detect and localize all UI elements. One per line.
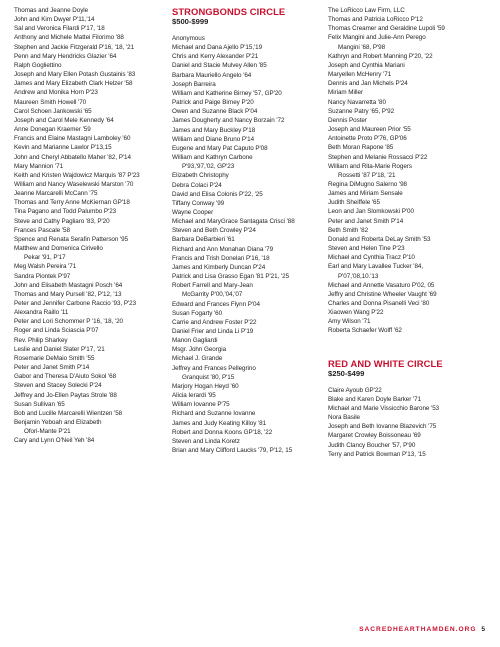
donor-name: Ofori-Mante P'21 — [24, 428, 71, 436]
donor-name: Michael and Dana Ajello P'15,'19 — [172, 44, 263, 52]
donor-name: The LoRicco Law Firm, LLC — [328, 7, 405, 14]
donor-name: Donald and Roberta DeLay Smith '53 — [328, 235, 431, 243]
donor-name: Claire Ayoub GP'22 — [328, 386, 382, 394]
page-footer — [359, 626, 486, 633]
donor-name: Bob and Lucille Marcarelli Wientzen '58 — [14, 409, 123, 417]
donor-name: Rev. Philip Sharkey — [14, 336, 68, 344]
donor-name: Roger and Linda Sciascia P'07 — [14, 327, 99, 335]
donor-name: Alexandra Raillo '11 — [14, 309, 69, 317]
donor-name: Eugene and Mary Pat Caputo P'08 — [172, 144, 268, 152]
donor-name: Blake and Karen Doyle Barker '71 — [328, 395, 422, 403]
donor-name: Ralph Gogliettino — [14, 61, 62, 69]
donor-column-3 — [328, 6, 488, 459]
donor-name: Steven and Stacey Solecki P'24 — [14, 382, 102, 390]
donor-name: Regina DiMugno Salerno '98 — [328, 180, 408, 188]
donor-name: Sandra Piontek P'97 — [14, 272, 71, 280]
donor-name: Daniel Frier and Linda Li P'19 — [172, 328, 254, 335]
donor-name: Susan Fogarty '60 — [172, 309, 223, 317]
donor-name: Peter and Lori Schommer P '16, '18, '20 — [14, 318, 123, 326]
donor-name: John and Elisabeth Mastagni Posch '64 — [14, 281, 123, 289]
donor-name: James and Kimberly Duncan P'24 — [172, 263, 266, 271]
donor-name: Beth Smith '82 — [328, 226, 369, 234]
donor-name: Alicia Ierardi '95 — [172, 392, 216, 400]
donor-name: Nora Basile — [328, 414, 360, 422]
donor-name: Judith Clancy Boucher '57, P'90 — [328, 441, 416, 449]
donor-name: James Dougherty and Nancy Borzain '72 — [172, 117, 285, 125]
donor-column-2 — [172, 6, 322, 455]
donor-name: Manon Gagliardi — [172, 337, 218, 345]
donor-name: John and Cheryl Abbatello Maher '82, P'14 — [14, 153, 131, 161]
donor-name: Daniel and Stacie Mulvey Allen '85 — [172, 62, 267, 70]
donor-name: William and Katherine Birney '57, GP'20 — [172, 89, 282, 97]
strongbonds-circle-heading: STRONGBONDS CIRCLE — [172, 6, 286, 17]
donor-name: Owen and Suzanne Black P'04 — [172, 108, 258, 116]
donor-name: Dennis and Jan Michels P'24 — [328, 80, 408, 88]
donor-name: Msgr. John Georgia — [172, 346, 227, 354]
donor-name: Edward and Frances Flynn P'04 — [172, 300, 260, 308]
donor-name: Francis and Elaine Mastagni Lamboley '60 — [14, 135, 131, 143]
red-white-donor-list — [328, 386, 488, 459]
donor-name: Mary Mannion '71 — [14, 162, 64, 170]
donor-name: Rossetti '87 P'18, '21 — [338, 171, 396, 179]
donor-name: Jeffrey and Frances Pellegrino — [172, 364, 256, 372]
donor-name: McGarrity P'00,'04,'07 — [182, 291, 243, 299]
donor-name: Richard and Suzanne Iovanne — [172, 410, 256, 418]
donor-name: Frances Pascale '58 — [14, 226, 70, 234]
donor-name: Leon and Jan Slomkowski P'00 — [328, 208, 414, 216]
donor-name: Thomas and Patricia LoRicco P'12 — [328, 16, 423, 24]
donor-name: Steven and Linda Koretz — [172, 437, 240, 445]
donor-name: Peter and Janet Smith P'14 — [14, 364, 90, 372]
donor-name: Matthew and Domenica Cirivello — [14, 245, 103, 253]
donor-name: P'93,'97,'02, GP'23 — [182, 163, 235, 171]
donor-name: Amy Wilson '71 — [328, 318, 371, 326]
donor-name: Kathryn and Robert Manning P'20, '22 — [328, 52, 433, 60]
donor-name: Barbara DeBarbieri '61 — [172, 236, 235, 244]
donor-name: Francis and Trish Donelan P'16, '18 — [172, 254, 270, 262]
donor-name: Susan Sullivan '65 — [14, 400, 65, 408]
donor-name: P'07,'08,10.'13 — [338, 272, 379, 280]
donor-name: Andrew and Monika Horn P'23 — [14, 89, 98, 97]
donor-name: James and Mary Buckley P'18 — [172, 126, 256, 134]
donor-name: Benjamin Yeboah and Elizabeth — [14, 419, 102, 427]
donor-name: Thomas and Jeanne Doyle — [14, 7, 89, 14]
donor-name: Anonymous — [172, 35, 205, 42]
donor-name: Joseph Barreira — [172, 80, 216, 88]
donor-name: Earl and Mary Lavallee Tucker '84, — [328, 263, 424, 271]
donor-name: Terry and Patrick Bowman P'13, '15 — [328, 450, 426, 458]
donor-name: Michael J. Grande — [172, 355, 223, 363]
donor-name: Steven and Helen Tine P'23 — [328, 245, 405, 253]
donor-name: Granquist '80, P'15 — [182, 373, 235, 381]
donor-name: Maureen Smith Howell '70 — [14, 98, 87, 106]
donor-name: Jeanne Marcarelli McCann '75 — [14, 190, 98, 198]
continued-donor-list — [328, 6, 488, 336]
donor-name: Michael and Marie Vissicchio Barone '53 — [328, 404, 440, 412]
donor-name: Patrick and Lisa Grasso Egan '81 P'21, '25 — [172, 273, 290, 281]
donor-name: Joseph and Maureen Prior '55 — [328, 126, 411, 134]
donor-name: Joseph and Carol Mele Kennedy '64 — [14, 116, 114, 124]
donor-name: Marjory Hogan Heyd '60 — [172, 382, 239, 390]
donor-name: Miriam Miller — [328, 89, 364, 97]
donor-name: Thomas and Terry Anne McKiernan GP'18 — [14, 199, 130, 207]
donor-name: Thomas Creamer and Geraldine Lupoli '59 — [328, 25, 445, 33]
donor-name: Dennis Poster — [328, 116, 367, 124]
donor-name: Brian and Mary Clifford Laucks '79, P'12, 15 — [172, 447, 293, 455]
donor-name: Keith and Kristen Wajdowicz Marquis '87 P'23 — [14, 171, 140, 179]
donor-name: Stephen and Melanie Rossacci P'22 — [328, 153, 428, 161]
donor-name: William and Kathryn Carbone — [172, 154, 253, 162]
donor-name: Chris and Kerry Alexander P'21 — [172, 53, 259, 61]
donor-name: Charles and Donna Pisanelli Veci '80 — [328, 300, 430, 307]
donor-name: Cary and Lynn O'Neil Yeh '84 — [14, 437, 95, 445]
donor-name: Xiaowen Wang P'22 — [328, 309, 384, 317]
donor-name: Barbara Mauriello Angelo '64 — [172, 71, 252, 79]
donor-name: Spence and Renata Serafin Patterson '95 — [14, 235, 129, 243]
donor-name: Pekar '91, P'17 — [24, 254, 66, 262]
donor-name: Sal and Veronica Filardi P'17, '18 — [14, 25, 105, 33]
donor-name: Elizabeth Christophy — [172, 172, 229, 180]
donor-name: Wayne Cooper — [172, 208, 214, 216]
red-white-circle-amount: $250-$499 — [328, 368, 365, 378]
donor-name: Leslie and Daniel Slater P'17, '21 — [14, 345, 105, 353]
donor-name: Robert and Donna Koons GP'18, '22 — [172, 428, 273, 436]
donor-name: William and Rita-Marie Rogers — [328, 162, 412, 170]
website-url[interactable]: SACREDHEARTHAMDEN.ORG — [359, 626, 477, 633]
donor-name: Michael and MaryGrace Santagata Crisci '88 — [172, 218, 295, 226]
donor-name: Robert Farrell and Mary-Jean — [172, 282, 253, 290]
donor-name: James and Miriam Sensale — [328, 190, 403, 198]
donor-name: Stephen and Jackie Fitzgerald P'16, '18, '21 — [14, 43, 135, 51]
donor-name: Gabor and Theresa D'Aiuto Sokol '68 — [14, 373, 117, 381]
donor-name: Kevin and Marianne Lawlor P'13,15 — [14, 144, 112, 152]
donor-name: Carrie and Andrew Foster P'22 — [172, 318, 257, 326]
donor-name: Penn and Mary Hendricks Glazier '64 — [14, 52, 117, 60]
strongbonds-donor-list — [172, 34, 322, 455]
donor-name: Judith Sheiffele '65 — [328, 199, 380, 207]
donor-name: Michael and Annette Vasaturo P'02, 05 — [328, 281, 435, 289]
donor-name: Steve and Cathy Pagliaro '83, P'20 — [14, 217, 110, 225]
donor-name: Peter and Janet Smith P'14 — [328, 217, 404, 225]
donor-name: William and Diane Bruno P'14 — [172, 135, 255, 143]
donor-name: Anthony and Michele Mattei Filorimo '88 — [14, 34, 124, 42]
donor-name: Rosemarie DeMaio Smith '55 — [14, 354, 95, 362]
donor-column-1 — [14, 6, 168, 446]
donor-name: John and Kim Dwyer P'11,'14 — [14, 16, 95, 24]
donor-name: Antoinette Proto P'76, GP'06 — [328, 135, 407, 143]
donor-name: David and Elisa Colonis P'22, '25 — [172, 190, 263, 198]
donor-name: Tina Pagano and Todd Palumbo P'23 — [14, 208, 117, 216]
page-number: 5 — [481, 626, 486, 633]
donor-name: Anne Donegan Kraemer '59 — [14, 126, 91, 134]
donor-name: Debra Colaci P'24 — [172, 181, 222, 189]
donor-name: Maryellen McHenry '71 — [328, 71, 392, 79]
donor-name: Joseph and Cynthia Mariani — [328, 61, 405, 69]
donor-name: Nancy Navarretta '80 — [328, 98, 386, 106]
donor-name: Patrick and Paige Birney P'20 — [172, 99, 254, 107]
donor-name: Suzanne Patry '65, P'92 — [328, 107, 395, 115]
donor-name: William Iovanne P'75 — [172, 401, 230, 409]
donor-name: Meg Walsh Pereira '71 — [14, 263, 77, 271]
donor-name: Felix Mangini and Julie-Ann Perego — [328, 34, 426, 42]
donor-name: Jeffry and Christine Wheeler Vaught '69 — [328, 290, 437, 298]
donor-name: Carol Schoen Jankowski '65 — [14, 107, 92, 115]
donor-name: Joseph and Mary Ellen Potash Gustainis '83 — [14, 71, 136, 79]
donor-name: Peter and Jennifer Carbone Raccio '93, P'23 — [14, 300, 137, 307]
donor-name: Beth Moran Rapone '85 — [328, 144, 394, 152]
donor-name: Thomas and Mary Pursell '82, P'12, '13 — [14, 290, 122, 298]
donor-name: Jeffrey and Jo-Ellen Paytas Strole '88 — [14, 391, 117, 399]
donor-name: Tiffany Conway '99 — [172, 199, 225, 207]
strongbonds-circle-amount: $500-$999 — [172, 17, 209, 26]
donor-name: Michael and Cynthia Tracz P'10 — [328, 254, 415, 262]
donor-name: Richard and Ann Monahan Diana '79 — [172, 245, 274, 253]
donor-name: Joseph and Beth Iovanne Blazevich '75 — [328, 423, 437, 431]
donor-name: Steven and Beth Crowley P'24 — [172, 227, 256, 235]
donor-name: William and Nancy Waselewski Marston '70 — [14, 180, 134, 188]
donor-name: James and Judy Keating Killoy '81 — [172, 419, 267, 427]
donor-name: Mangini '68, P'98 — [338, 43, 386, 51]
donor-name: James and Mary Elizabeth Clark Helzer '58 — [14, 80, 133, 88]
donor-name: Margaret Crowley Boissoneau '69 — [328, 432, 421, 440]
red-white-circle-heading: RED AND WHITE CIRCLE — [328, 357, 443, 369]
donor-name: Roberta Schaefer Wolff '62 — [328, 327, 402, 335]
